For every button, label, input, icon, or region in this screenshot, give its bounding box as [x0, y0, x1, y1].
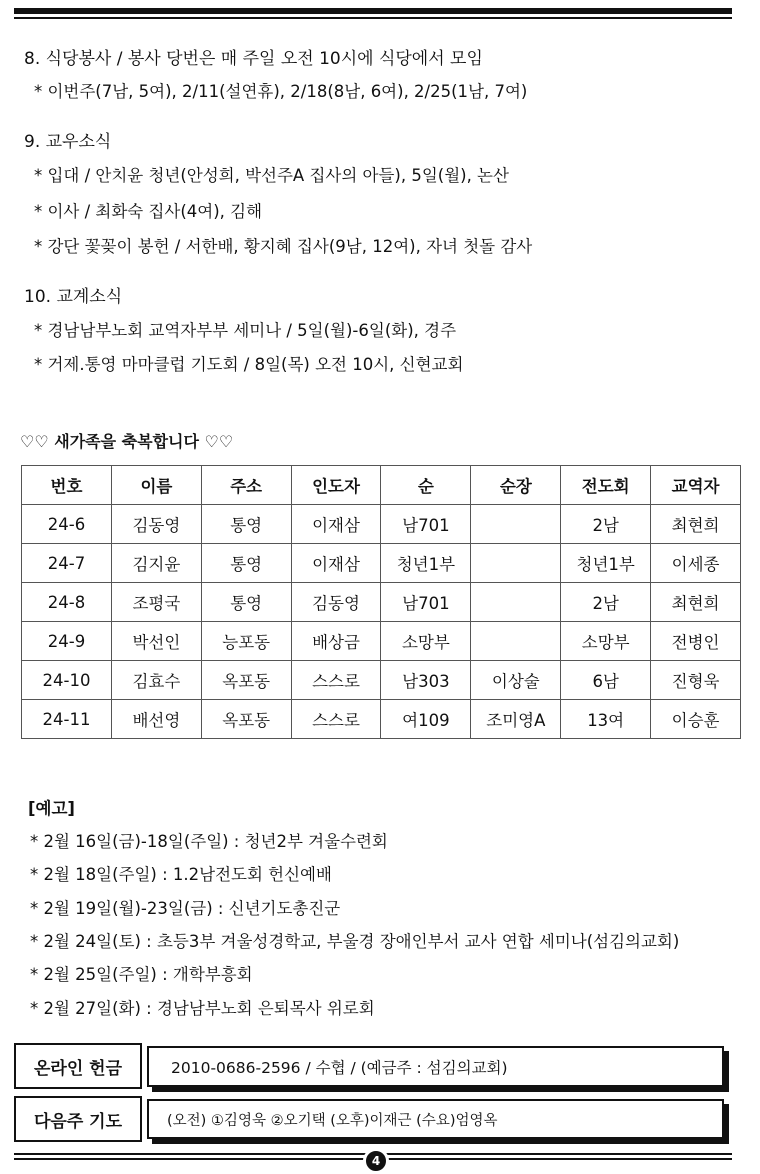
- cell: 13여: [561, 700, 651, 739]
- header-cell-leader: 순장: [471, 466, 561, 505]
- header-number: 번호: [22, 466, 112, 505]
- notice-item: * 2월 25일(주일) : 개학부흥회: [30, 965, 253, 984]
- section-9-item: * 이사 / 최화숙 집사(4여), 김해: [34, 202, 263, 221]
- cell: 청년1부: [561, 544, 651, 583]
- cell: 최현희: [651, 583, 741, 622]
- new-family-table: [21, 465, 741, 739]
- bottom-rule: [14, 1152, 732, 1168]
- cell: 24-7: [22, 544, 112, 583]
- cell: 김동영: [291, 583, 381, 622]
- cell: 이승훈: [651, 700, 741, 739]
- table-row: [22, 700, 741, 739]
- cell: 2남: [561, 505, 651, 544]
- cell: [471, 622, 561, 661]
- cell: 김효수: [111, 661, 201, 700]
- section-8-item: * 이번주(7남, 5여), 2/11(설연휴), 2/18(8남, 6여), 2/25(1남, 7여): [34, 82, 528, 101]
- table-row: [22, 622, 741, 661]
- online-offering-account: 2010-0686-2596 / 수협 / (예금주 : 섬김의교회): [147, 1046, 724, 1087]
- next-prayer-label: 다음주 기도: [14, 1096, 142, 1142]
- cell: 이세종: [651, 544, 741, 583]
- cell: 배상금: [291, 622, 381, 661]
- notice-item: * 2월 19일(월)-23일(금) : 신년기도총진군: [30, 899, 341, 918]
- page-number: 4: [363, 1148, 389, 1174]
- cell: 24-8: [22, 583, 112, 622]
- cell: 2남: [561, 583, 651, 622]
- cell: 김지윤: [111, 544, 201, 583]
- section-10-heading: 10. 교계소식: [24, 287, 123, 307]
- new-family-title: ♡♡ 새가족을 축복합니다 ♡♡: [20, 432, 234, 451]
- section-9-heading: 9. 교우소식: [24, 132, 112, 152]
- cell: 이재삼: [291, 505, 381, 544]
- section-10-item: * 경남남부노회 교역자부부 세미나 / 5일(월)-6일(화), 경주: [34, 321, 457, 340]
- cell: [471, 505, 561, 544]
- cell: 통영: [201, 505, 291, 544]
- cell: 남701: [381, 505, 471, 544]
- header-address: 주소: [201, 466, 291, 505]
- cell: 조평국: [111, 583, 201, 622]
- cell: 통영: [201, 583, 291, 622]
- cell: 소망부: [561, 622, 651, 661]
- cell: 24-11: [22, 700, 112, 739]
- cell: 박선인: [111, 622, 201, 661]
- cell: 이상술: [471, 661, 561, 700]
- cell: 통영: [201, 544, 291, 583]
- header-mission-society: 전도회: [561, 466, 651, 505]
- table-row: [22, 661, 741, 700]
- cell: 김동영: [111, 505, 201, 544]
- cell: 여109: [381, 700, 471, 739]
- cell: 조미영A: [471, 700, 561, 739]
- notice-item: * 2월 18일(주일) : 1.2남전도회 헌신예배: [30, 865, 332, 884]
- notice-item: * 2월 16일(금)-18일(주일) : 청년2부 겨울수련회: [30, 832, 388, 851]
- cell: 남303: [381, 661, 471, 700]
- cell: 소망부: [381, 622, 471, 661]
- section-10-item: * 거제.통영 마마클럽 기도회 / 8일(목) 오전 10시, 신현교회: [34, 355, 464, 374]
- table-row: [22, 505, 741, 544]
- cell: 전병인: [651, 622, 741, 661]
- header-guide: 인도자: [291, 466, 381, 505]
- cell: 스스로: [291, 661, 381, 700]
- section-8-heading: 8. 식당봉사 / 봉사 당번은 매 주일 오전 10시에 식당에서 모임: [24, 49, 483, 69]
- top-rule: [14, 8, 732, 19]
- header-cell: 순: [381, 466, 471, 505]
- cell: 청년1부: [381, 544, 471, 583]
- table-row: [22, 544, 741, 583]
- cell: 배선영: [111, 700, 201, 739]
- next-prayer-names: (오전) ①김영욱 ②오기택 (오후)이재근 (수요)엄영옥: [147, 1099, 724, 1139]
- cell: 옥포동: [201, 661, 291, 700]
- cell: 스스로: [291, 700, 381, 739]
- table-header-row: [22, 466, 741, 505]
- cell: [471, 583, 561, 622]
- section-9-item: * 강단 꽃꽂이 봉헌 / 서한배, 황지혜 집사(9남, 12여), 자녀 첫돌 감사: [34, 237, 533, 256]
- notices-title: [예고]: [28, 799, 75, 818]
- cell: 24-10: [22, 661, 112, 700]
- cell: 최현희: [651, 505, 741, 544]
- cell: [471, 544, 561, 583]
- cell: 남701: [381, 583, 471, 622]
- cell: 이재삼: [291, 544, 381, 583]
- header-pastor: 교역자: [651, 466, 741, 505]
- online-offering-label: 온라인 헌금: [14, 1043, 142, 1089]
- cell: 24-9: [22, 622, 112, 661]
- notice-item: * 2월 24일(토) : 초등3부 겨울성경학교, 부울경 장애인부서 교사 연합 세미나(섬김의교회): [30, 932, 680, 951]
- cell: 능포동: [201, 622, 291, 661]
- cell: 24-6: [22, 505, 112, 544]
- notice-item: * 2월 27일(화) : 경남남부노회 은퇴목사 위로회: [30, 999, 375, 1018]
- table-row: [22, 583, 741, 622]
- cell: 옥포동: [201, 700, 291, 739]
- cell: 진형욱: [651, 661, 741, 700]
- header-name: 이름: [111, 466, 201, 505]
- cell: 6남: [561, 661, 651, 700]
- section-9-item: * 입대 / 안치윤 청년(안성희, 박선주A 집사의 아들), 5일(월), 논산: [34, 166, 509, 185]
